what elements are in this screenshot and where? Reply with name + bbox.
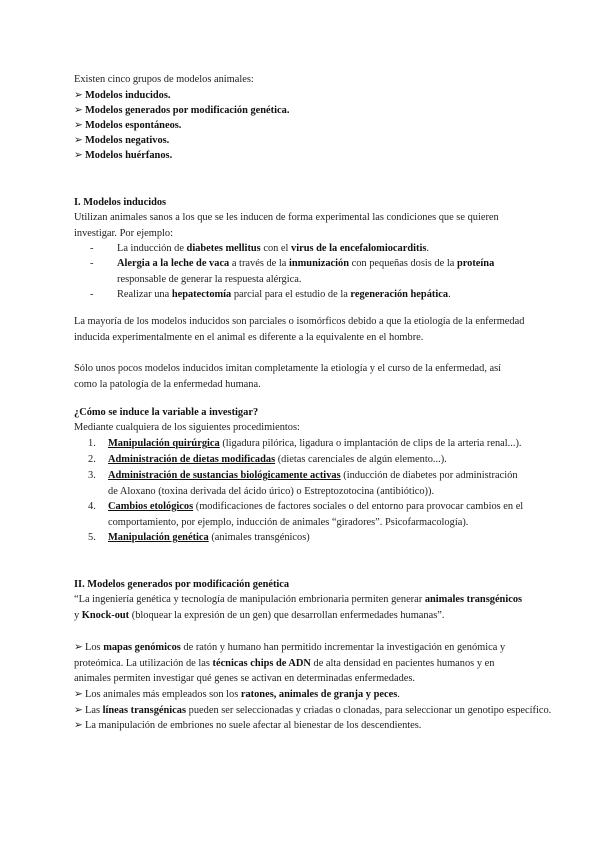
arrow-bullet-icon: ➢ <box>74 150 83 161</box>
quote-paragraph: “La ingeniería genética y tecnología de manipulación embrionaria permiten generar animales transgénicos y Knock-out (bloquear la expresión de un gen) que desarrollan enfermedades humanas”. <box>74 594 523 621</box>
arrow-bullet-icon: ➢ <box>74 120 83 131</box>
group-item: ➢ Modelos inducidos. <box>74 88 170 104</box>
group-item: ➢ Modelos negativos. <box>74 133 169 149</box>
group-item: ➢ Modelos espontáneos. <box>74 118 181 134</box>
procedure-text: Cambios etológicos (modificaciones de factores sociales o del entorno para provocar cambios en el comportamiento, por ejemplo, inducción de animales “giradores”. Psicofarmacología). <box>108 501 524 528</box>
arrow-bullet-icon: ➢ <box>74 135 83 146</box>
section-heading: II. Modelos generados por modificación genética <box>74 579 290 590</box>
paragraph: La mayoría de los modelos inducidos son parciales o isomórficos debido a que la etiología de la enfermedad inducida experimentalmente en el animal es diferente a la equivalente en el hombre. <box>74 316 525 343</box>
arrow-point: ➢ Los animales más empleados son los ratones, animales de granja y peces. <box>74 687 400 703</box>
paragraph: Sólo unos pocos modelos inducidos imitan completamente la etiología y el curso de la enfermedad, así como la patología de la enfermedad humana. <box>74 363 502 390</box>
arrow-bullet-icon: ➢ <box>74 705 83 716</box>
arrow-point: ➢ La manipulación de embriones no suele afectar al bienestar de los descendientes. <box>74 718 421 734</box>
group-item: ➢ Modelos huérfanos. <box>74 148 172 164</box>
arrow-bullet-icon: ➢ <box>74 90 83 101</box>
dash-bullet-icon: - <box>90 258 94 269</box>
intro-lead: Existen cinco grupos de modelos animales: <box>74 74 254 85</box>
dash-bullet-icon: - <box>90 243 94 254</box>
dash-bullet-icon: - <box>90 289 94 300</box>
arrow-point: ➢ Los mapas genómicos de ratón y humano han permitido incrementar la investigación en genómica y proteómica. La utilización de las técnicas chips de ADN de alta densidad en pacientes humanos y en animales permiten investigar qué genes se activan en determinadas enfermedades. <box>74 642 506 685</box>
arrow-point: ➢ Las líneas transgénicas pueden ser seleccionadas y criadas o clonadas, para seleccionar un genotipo específico. <box>74 703 551 719</box>
arrow-bullet-icon: ➢ <box>74 720 83 731</box>
arrow-bullet-icon: ➢ <box>74 689 83 700</box>
group-item: ➢ Modelos generados por modificación genética. <box>74 103 289 119</box>
procedure-text: Administración de sustancias biológicamente activas (inducción de diabetes por administración de Aloxano (toxina derivada del ácido úrico) o Estreptozotocina (antibiótico)). <box>108 470 518 497</box>
subsection-heading: ¿Cómo se induce la variable a investigar? <box>74 407 259 418</box>
list-item-text: Alergia a la leche de vaca a través de la inmunización con pequeñas dosis de la proteína responsable de generar la respuesta alérgica. <box>117 258 495 285</box>
subsection-intro: Mediante cualquiera de los siguientes procedimientos: <box>74 422 300 433</box>
arrow-bullet-icon: ➢ <box>74 105 83 116</box>
arrow-bullet-icon: ➢ <box>74 642 83 653</box>
section-heading: I. Modelos inducidos <box>74 197 167 208</box>
document-page: Existen cinco grupos de modelos animales: ➢ Modelos inducidos. ➢ Modelos generados por modificación genética. ➢ Modelos espontáneos. ➢ Modelos negativos. ➢ Modelos huérfanos. I. Modelos inducidos Utilizan animales sanos a los que se les inducen de forma experimental las condiciones que se quieren investigar. Por ejemplo: - La inducción de diabetes mellitus con el virus de la encefalomiocarditis. - Alergia a la leche de vaca a través de la inmunización con pequeñas dosis de la proteína responsable de generar la respuesta alérgica. - Realizar una hepatectomía parcial para el estudio de la regeneración hepática. La mayoría de los modelos inducidos son parciales o isomórficos debido a que la etiología de la enfermedad inducida experimentalmente en el animal es diferente a la equivalente en el hombre. Sólo unos pocos modelos inducidos imitan completamente la etiología y el curso de la enfermedad, así como la patología de la enfermedad humana. ¿Cómo se induce la variable a investigar? Mediante cualquiera de los siguientes procedimientos: 1. Manipulación quirúrgica (ligadura pilórica, ligadura o implantación de clips de la arteria renal...). 2. Administración de dietas modificadas (dietas carenciales de algún elemento...). 3. Administración de sustancias biológicamente activas (inducción de diabetes por administración de Aloxano (toxina derivada del ácido úrico) o Estreptozotocina (antibiótico)). 4. Cambios etológicos (modificaciones de factores sociales o del entorno para provocar cambios en el comportamiento, por ejemplo, inducción de animales “giradores”. Psicofarmacología). 5. Manipulación genética (animales transgénicos) II. Modelos generados por modificación genética “La ingeniería genética y tecnología de manipulación embrionaria permiten generar animales transgénicos y Knock-out (bloquear la expresión de un gen) que desarrollan enfermedades humanas”. ➢ Los mapas genómicos de ratón y humano han permitido incrementar la investigación en genómica y proteómica. La utilización de las técnicas chips de ADN de alta densidad en pacientes humanos y en animales permiten investigar qué genes se activan en determinadas enfermedades. ➢ Los animales más empleados son los ratones, animales de granja y peces. ➢ Las líneas transgénicas pueden ser seleccionadas y criadas o clonadas, para seleccionar un genotipo específico. ➢ La manipulación de embriones no suele afectar al bienestar de los descendientes. <box>0 0 600 848</box>
paragraph: Utilizan animales sanos a los que se les inducen de forma experimental las condiciones que se quieren investigar. Por ejemplo: <box>74 212 499 239</box>
